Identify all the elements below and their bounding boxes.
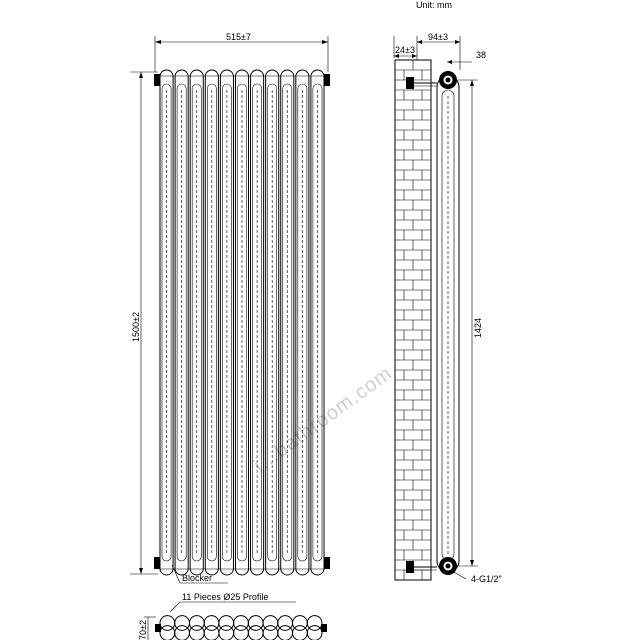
- watermark: i...bathroom.com: [250, 362, 397, 478]
- end-cap: [324, 557, 330, 569]
- front-view: [130, 32, 330, 640]
- radiator-side: [437, 76, 459, 572]
- radiator-column: [266, 70, 279, 575]
- profile-callout: [170, 592, 296, 612]
- blocker-callout: [172, 565, 228, 583]
- wall-gap-label: 24±3: [395, 45, 415, 55]
- width-dim-label: 515±7: [226, 32, 251, 42]
- profile-tube-bottom: [307, 626, 322, 640]
- side-top-dimensions: [394, 32, 486, 70]
- radiator-column: [296, 70, 309, 575]
- end-cap: [154, 557, 160, 569]
- blocker-label: Blocker: [182, 573, 213, 583]
- profile-tube-bottom: [278, 626, 293, 640]
- pipe-offset-label: 38: [476, 50, 487, 60]
- plan-depth-dimension: [138, 617, 156, 640]
- wall: [395, 60, 431, 580]
- profile-tube-bottom: [175, 626, 190, 640]
- pipe-centres-label: 1424: [473, 317, 483, 338]
- profile-tube-bottom: [234, 626, 249, 640]
- profile-tube-bottom: [160, 626, 175, 640]
- radiator-column: [160, 70, 173, 575]
- radiator-column: [251, 70, 264, 575]
- width-dimension: [155, 32, 328, 72]
- profile-tube-bottom: [219, 626, 234, 640]
- height-dim-label: 1500±2: [131, 312, 141, 342]
- wall-bricks: [395, 60, 431, 580]
- profile-tube-bottom: [204, 626, 219, 640]
- profile-label: 11 Pieces Ø25 Profile: [182, 592, 269, 602]
- plan-depth-label: 70±2: [138, 620, 148, 640]
- radiator-column: [175, 70, 188, 575]
- radiator-column: [311, 70, 324, 575]
- radiator-column: [205, 70, 218, 575]
- radiator-columns: [154, 70, 330, 575]
- side-view: [394, 32, 502, 584]
- radiator-column: [235, 70, 248, 575]
- profile-tube-bottom: [263, 626, 278, 640]
- connection-label: 4-G1/2": [471, 574, 502, 584]
- depth-dim-label: 94±3: [428, 32, 448, 42]
- profile-tube-bottom: [293, 626, 308, 640]
- radiator-column: [281, 70, 294, 575]
- connection-callout: [452, 571, 502, 584]
- profile-tube-bottom: [248, 626, 263, 640]
- pipe-centres-dimension: [456, 80, 483, 566]
- unit-label: Unit: mm: [416, 0, 452, 10]
- radiator-column: [190, 70, 203, 575]
- profile-tube-bottom: [189, 626, 204, 640]
- height-dimension: [130, 72, 158, 574]
- radiator-column: [220, 70, 233, 575]
- plan-profile: [155, 616, 327, 640]
